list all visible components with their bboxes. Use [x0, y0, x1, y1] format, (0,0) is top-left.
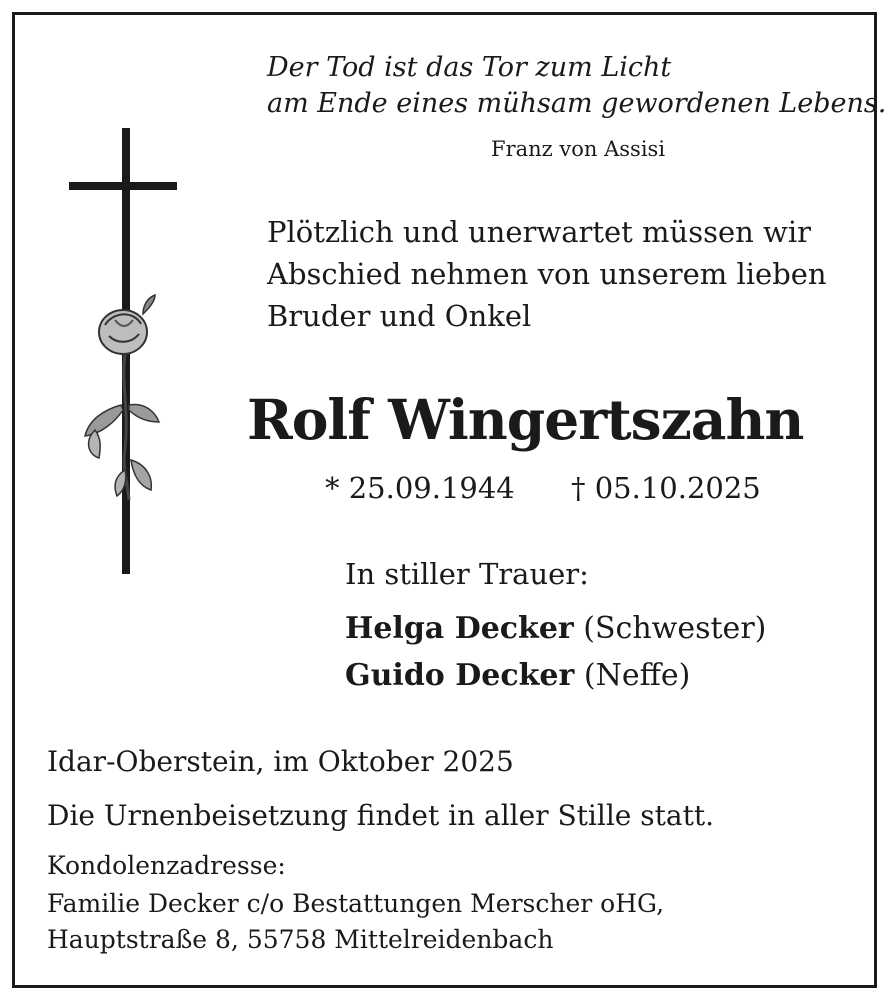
condolence-address-line-1: Familie Decker c/o Bestattungen Merscher oHG,: [47, 889, 665, 918]
mourning-heading: In stiller Trauer:: [345, 557, 589, 591]
death-date: † 05.10.2025: [571, 471, 761, 505]
mourner-row: [345, 605, 766, 652]
intro-line-1: Plötzlich und unerwartet müssen wir: [267, 215, 812, 249]
cross-with-rose-icon: [55, 120, 195, 590]
mourner-relation: (Schwester): [583, 611, 767, 646]
burial-notice: Die Urnenbeisetzung findet in aller Stille statt.: [47, 799, 714, 832]
quote-line-2: am Ende eines mühsam gewordenen Lebens.: [267, 88, 887, 119]
mourner-name: Guido Decker: [345, 658, 575, 693]
obituary-notice: [12, 12, 887, 988]
place-and-date: Idar-Oberstein, im Oktober 2025: [47, 745, 514, 778]
mourner-name: Helga Decker: [345, 611, 574, 646]
condolence-label: Kondolenzadresse:: [47, 851, 286, 880]
deceased-name: Rolf Wingertszahn: [247, 387, 804, 452]
quote-line-1: Der Tod ist das Tor zum Licht: [267, 52, 672, 83]
intro-line-3: Bruder und Onkel: [267, 299, 532, 333]
mourner-relation: (Neffe): [583, 658, 691, 693]
birth-date: * 25.09.1944: [325, 471, 515, 505]
condolence-address-line-2: Hauptstraße 8, 55758 Mittelreidenbach: [47, 925, 554, 954]
mourner-row: [345, 652, 690, 699]
intro-line-2: Abschied nehmen von unserem lieben: [267, 257, 827, 291]
quote-author: Franz von Assisi: [491, 137, 666, 161]
